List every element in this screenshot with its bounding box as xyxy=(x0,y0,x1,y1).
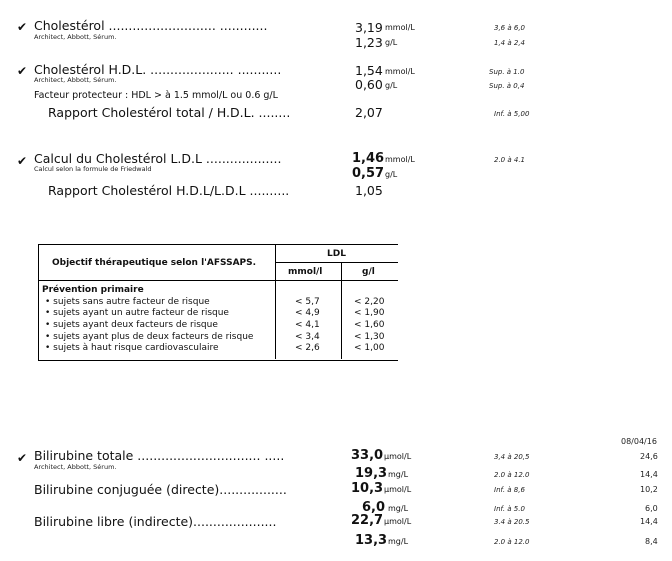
bili-conj-ref-umol: Inf. à 8,6 xyxy=(494,486,525,494)
cholesterol-ref-gl: 1,4 à 2,4 xyxy=(494,39,526,47)
table-row-mmol: < 2,6 xyxy=(295,343,320,353)
ldl-method: Calcul selon la formule de Friedwald xyxy=(34,165,152,173)
bili-total-value-mgl: 19,3 xyxy=(355,466,388,481)
bili-libre-value-umol: 22,7 xyxy=(351,513,384,528)
table-row-label: • sujets ayant un autre facteur de risque xyxy=(45,308,229,318)
table-row-mmol: < 4,9 xyxy=(295,308,320,318)
table-row-label: • sujets sans autre facteur de risque xyxy=(45,297,210,307)
bili-libre-prev-umol: 14,4 xyxy=(640,517,658,526)
table-row-gl: < 1,00 xyxy=(354,343,385,353)
ldl-unit-mmol: mmol/L xyxy=(385,155,415,164)
cholesterol-method: Architect, Abbott, Sérum. xyxy=(34,33,117,41)
bili-total-unit-mgl: mg/L xyxy=(388,470,409,479)
bili-libre-prev-mgl: 8,4 xyxy=(645,537,658,546)
bili-total-prev-umol: 24,6 xyxy=(640,452,658,461)
hdl-method: Architect, Abbott, Sérum. xyxy=(34,76,117,84)
table-row-mmol: < 4,1 xyxy=(295,320,320,330)
table-row-gl: < 1,90 xyxy=(354,308,385,318)
bili-conj-label: Bilirubine conjuguée (directe)................. xyxy=(34,482,287,497)
table-section: Prévention primaire xyxy=(42,285,144,295)
bili-conj-value-mgl: 6,0 xyxy=(362,500,386,515)
bili-conj-prev-mgl: 6,0 xyxy=(645,504,658,513)
bili-total-unit-umol: µmol/L xyxy=(384,452,412,461)
cholesterol-unit-gl: g/L xyxy=(385,38,398,47)
hdl-label: Cholestérol H.D.L. ..................... ........... xyxy=(34,62,282,77)
bili-libre-ref-umol: 3.4 à 20.5 xyxy=(494,518,530,526)
bili-total-ref-umol: 3,4 à 20,5 xyxy=(494,453,530,461)
table-row-mmol: < 3,4 xyxy=(295,332,320,342)
bili-libre-label: Bilirubine libre (indirecte)..................... xyxy=(34,514,277,529)
bili-conj-prev-umol: 10,2 xyxy=(640,485,658,494)
table-row-gl: < 2,20 xyxy=(354,297,385,307)
ldl-unit-gl: g/L xyxy=(385,170,398,179)
bili-total-method: Architect, Abbott, Sérum. xyxy=(34,463,117,471)
ratio-hdl-ldl-value: 1,05 xyxy=(355,183,383,198)
table-title: Objectif thérapeutique selon l'AFSSAPS. xyxy=(52,258,257,268)
hdl-ref-mmol: Sup. à 1.0 xyxy=(489,68,525,76)
check-icon: ✔ xyxy=(17,20,28,34)
ldl-label: Calcul du Cholestérol L.D.L ................... xyxy=(34,151,282,166)
bili-conj-ref-mgl: Inf. à 5.0 xyxy=(494,505,525,513)
bili-libre-unit-mgl: mg/L xyxy=(388,537,409,546)
hdl-value-mmol: 1,54 xyxy=(355,63,383,78)
ratio-total-hdl-label: Rapport Cholestérol total / H.D.L. ........ xyxy=(48,105,291,120)
cholesterol-value-gl: 1,23 xyxy=(355,35,383,50)
table-row-label: • sujets à haut risque cardiovasculaire xyxy=(45,343,219,353)
table-row-mmol: < 5,7 xyxy=(295,297,320,307)
check-icon: ✔ xyxy=(17,451,28,465)
bili-total-label: Bilirubine totale ............................... ..... xyxy=(34,448,285,463)
table-divider xyxy=(275,262,398,263)
table-divider xyxy=(39,280,398,281)
table-col-mmol: mmol/l xyxy=(288,267,323,277)
hdl-value-gl: 0,60 xyxy=(355,77,383,92)
ldl-ref-mmol: 2.0 à 4.1 xyxy=(494,156,526,164)
hdl-unit-gl: g/L xyxy=(385,81,398,90)
ldl-value-gl: 0,57 xyxy=(352,166,385,181)
afssaps-objective-table xyxy=(38,244,398,361)
table-col-gl: g/l xyxy=(362,267,375,277)
previous-result-date: 08/04/16 xyxy=(621,437,657,446)
hdl-protective-factor: Facteur protecteur : HDL > à 1.5 mmol/L ou 0.6 g/L xyxy=(34,90,278,101)
cholesterol-ref-mmol: 3,6 à 6,0 xyxy=(494,24,526,32)
bili-total-ref-mgl: 2.0 à 12.0 xyxy=(494,471,530,479)
ldl-value-mmol: 1,46 xyxy=(352,151,385,166)
table-row-gl: < 1,30 xyxy=(354,332,385,342)
table-group-header: LDL xyxy=(327,249,346,259)
bili-total-prev-mgl: 14,4 xyxy=(640,470,658,479)
bili-conj-value-umol: 10,3 xyxy=(351,481,384,496)
cholesterol-value-mmol: 3,19 xyxy=(355,20,383,35)
bili-libre-unit-umol: µmol/L xyxy=(384,517,412,526)
bili-conj-unit-mgl: mg/L xyxy=(388,504,409,513)
ratio-total-hdl-ref: Inf. à 5,00 xyxy=(494,110,530,118)
check-icon: ✔ xyxy=(17,154,28,168)
bili-libre-value-mgl: 13,3 xyxy=(355,533,388,548)
cholesterol-label: Cholestérol ........................... ............ xyxy=(34,18,268,33)
table-divider xyxy=(341,262,342,359)
bili-conj-unit-umol: µmol/L xyxy=(384,485,412,494)
table-row-label: • sujets ayant deux facteurs de risque xyxy=(45,320,218,330)
bili-total-value-umol: 33,0 xyxy=(351,448,384,463)
table-row-label: • sujets ayant plus de deux facteurs de risque xyxy=(45,332,254,342)
hdl-unit-mmol: mmol/L xyxy=(385,67,415,76)
table-row-gl: < 1,60 xyxy=(354,320,385,330)
ratio-total-hdl-value: 2,07 xyxy=(355,105,383,120)
ratio-hdl-ldl-label: Rapport Cholestérol H.D.L/L.D.L .......... xyxy=(48,183,290,198)
hdl-ref-gl: Sup. à 0,4 xyxy=(489,82,525,90)
check-icon: ✔ xyxy=(17,64,28,78)
cholesterol-unit-mmol: mmol/L xyxy=(385,23,415,32)
bili-libre-ref-mgl: 2.0 à 12.0 xyxy=(494,538,530,546)
